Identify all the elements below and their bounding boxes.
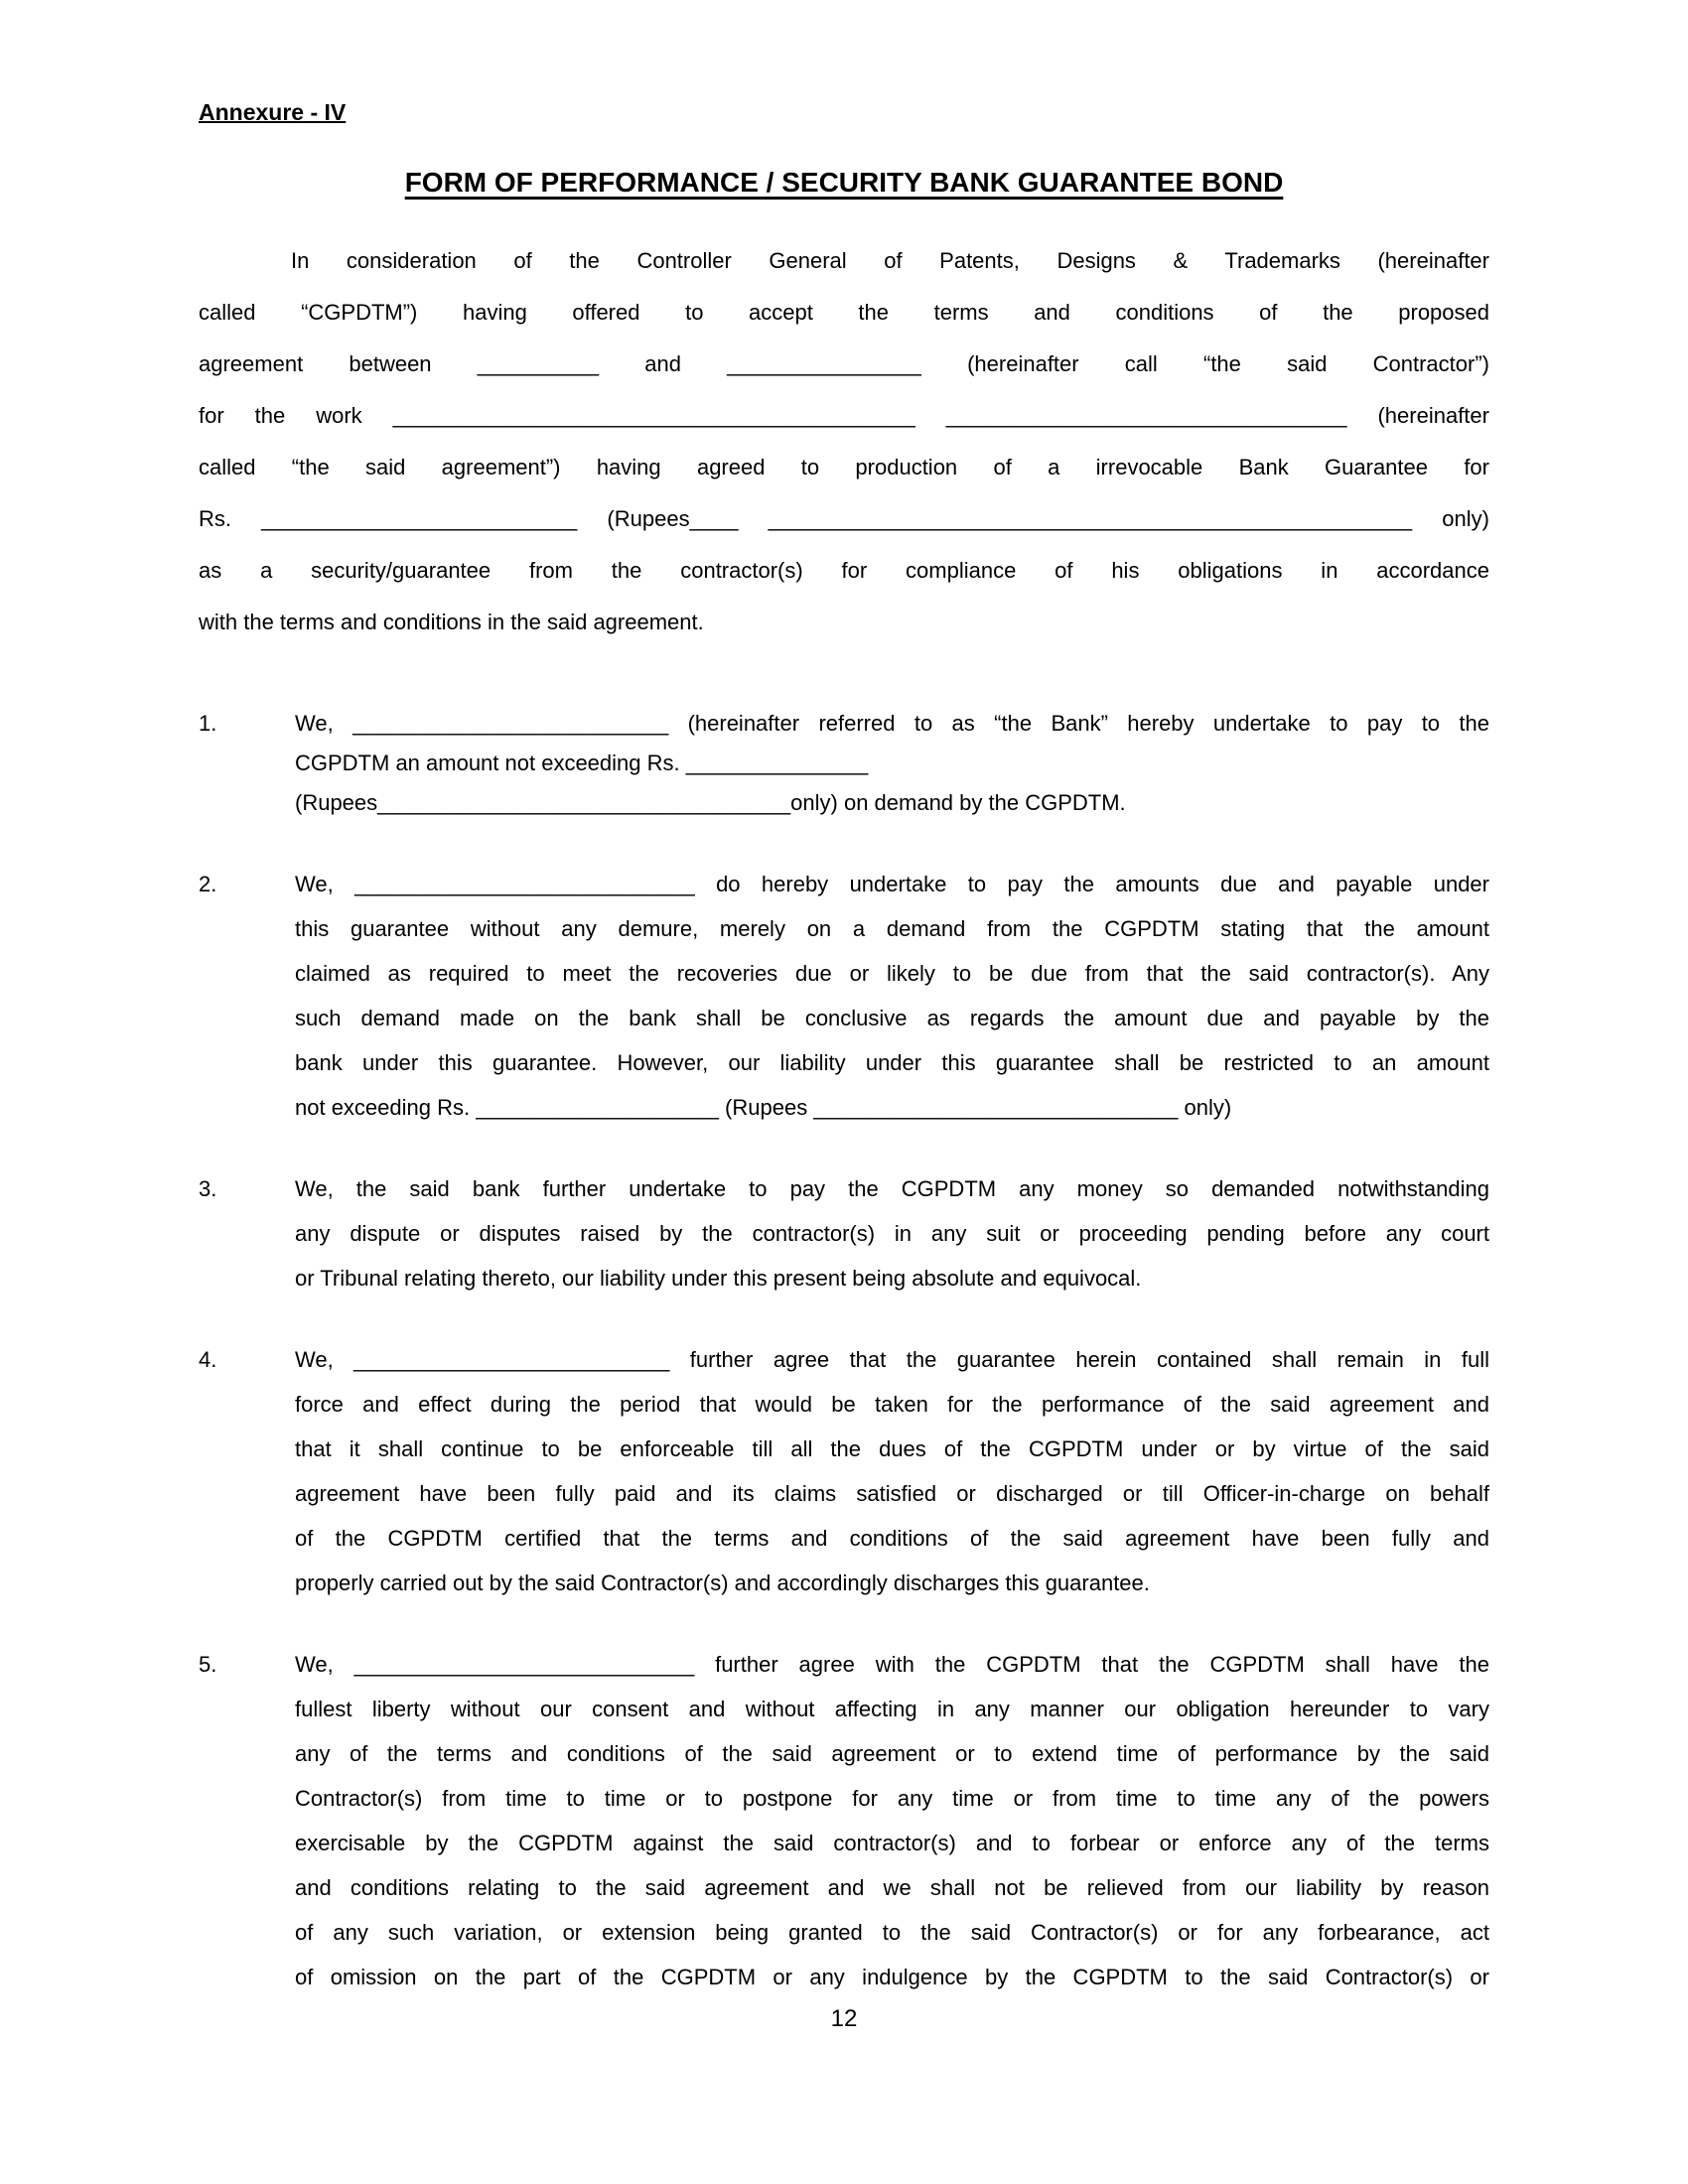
item-lines [295,704,1489,823]
text-line: properly carried out by the said Contractor(s) and accordingly discharges this guarantee. [295,1570,1150,1595]
annexure-label: Annexure - IV [199,99,347,125]
text-line: We, __________________________ (hereinafter referred to as “the Bank” hereby undertake to pay to the [295,711,1489,736]
text-line: In consideration of the Controller General of Patents, Designs & Trademarks (hereinafter [291,248,1489,273]
text-line: of omission on the part of the CGPDTM or any indulgence by the CGPDTM to the said Contractor(s) or [295,1965,1489,1989]
text-line: that it shall continue to be enforceable till all the dues of the CGPDTM under or by virtue of the said [295,1436,1489,1461]
text-line: of any such variation, or extension being granted to the said Contractor(s) or for any forbearance, act [295,1920,1489,1945]
text-line: (Rupees__________________________________only) on demand by the CGPDTM. [295,790,1126,815]
text-line: called “the said agreement”) having agreed to production of a irrevocable Bank Guarantee for [199,455,1489,479]
text-line: as a security/guarantee from the contractor(s) for compliance of his obligations in accordance [199,558,1489,583]
item-number: 1. [199,711,217,736]
text-line: bank under this guarantee. However, our liability under this guarantee shall be restricted to an amount [295,1050,1489,1075]
list-item-2 [199,862,1489,1130]
item-lines [295,862,1489,1130]
text-line: We, ____________________________ further agree with the CGPDTM that the CGPDTM shall have the [295,1652,1489,1677]
item-number: 2. [199,872,217,896]
text-line: not exceeding Rs. ____________________ (Rupees ______________________________ only) [295,1095,1232,1120]
text-line: any of the terms and conditions of the said agreement or to extend time of performance by the said [295,1741,1489,1766]
text-line: and conditions relating to the said agreement and we shall not be relieved from our liability by reason [295,1875,1489,1900]
text-line: We, __________________________ further agree that the guarantee herein contained shall remain in full [295,1347,1489,1372]
text-line: CGPDTM an amount not exceeding Rs. _______________ [295,751,869,775]
text-line: We, ____________________________ do hereby undertake to pay the amounts due and payable under [295,872,1489,896]
text-line: any dispute or disputes raised by the contractor(s) in any suit or proceeding pending before any court [295,1221,1489,1246]
text-line: We, the said bank further undertake to pay the CGPDTM any money so demanded notwithstanding [295,1176,1489,1201]
item-number: 5. [199,1652,217,1677]
list-item-3 [199,1166,1489,1300]
text-line: claimed as required to meet the recoveries due or likely to be due from that the said contractor(s). Any [295,961,1489,986]
document-title [199,167,1489,199]
text-line: such demand made on the bank shall be conclusive as regards the amount due and payable by the [295,1006,1489,1030]
item-lines [295,1642,1489,1999]
text-line: with the terms and conditions in the said agreement. [199,610,704,634]
item-lines [295,1166,1489,1300]
text-line: or Tribunal relating thereto, our liability under this present being absolute and equivocal. [295,1266,1142,1291]
text-line: agreement have been fully paid and its claims satisfied or discharged or till Officer-in-charge on behalf [295,1481,1489,1506]
item-number: 3. [199,1176,217,1201]
text-line: for the work ___________________________________________ _________________________________ (hereinafter [199,403,1489,428]
item-lines [295,1337,1489,1605]
text-line: Contractor(s) from time to time or to postpone for any time or from time to time any of the powers [295,1786,1489,1811]
text-line: fullest liberty without our consent and without affecting in any manner our obligation hereunder to vary [295,1697,1489,1721]
list-item-4 [199,1337,1489,1605]
text-line: called “CGPDTM”) having offered to accept the terms and conditions of the proposed [199,300,1489,325]
text-line: force and effect during the period that would be taken for the performance of the said agreement and [295,1392,1489,1417]
text-line: exercisable by the CGPDTM against the said contractor(s) and to forbear or enforce any of the terms [295,1831,1489,1855]
intro-paragraph [199,235,1489,648]
document-title-text: FORM OF PERFORMANCE / SECURITY BANK GUARANTEE BOND [404,167,1284,198]
text-line: of the CGPDTM certified that the terms and conditions of the said agreement have been fully and [295,1526,1489,1551]
item-number: 4. [199,1347,217,1372]
page-number: 12 [830,2005,858,2032]
list-item-1 [199,704,1489,823]
text-line: agreement between __________ and ________________ (hereinafter call “the said Contractor”) [199,351,1489,376]
text-line: this guarantee without any demure, merely on a demand from the CGPDTM stating that the amount [295,916,1489,941]
list-item-5 [199,1642,1489,1999]
text-line: Rs. __________________________ (Rupees____ _____________________________________________________ only) [199,506,1489,531]
